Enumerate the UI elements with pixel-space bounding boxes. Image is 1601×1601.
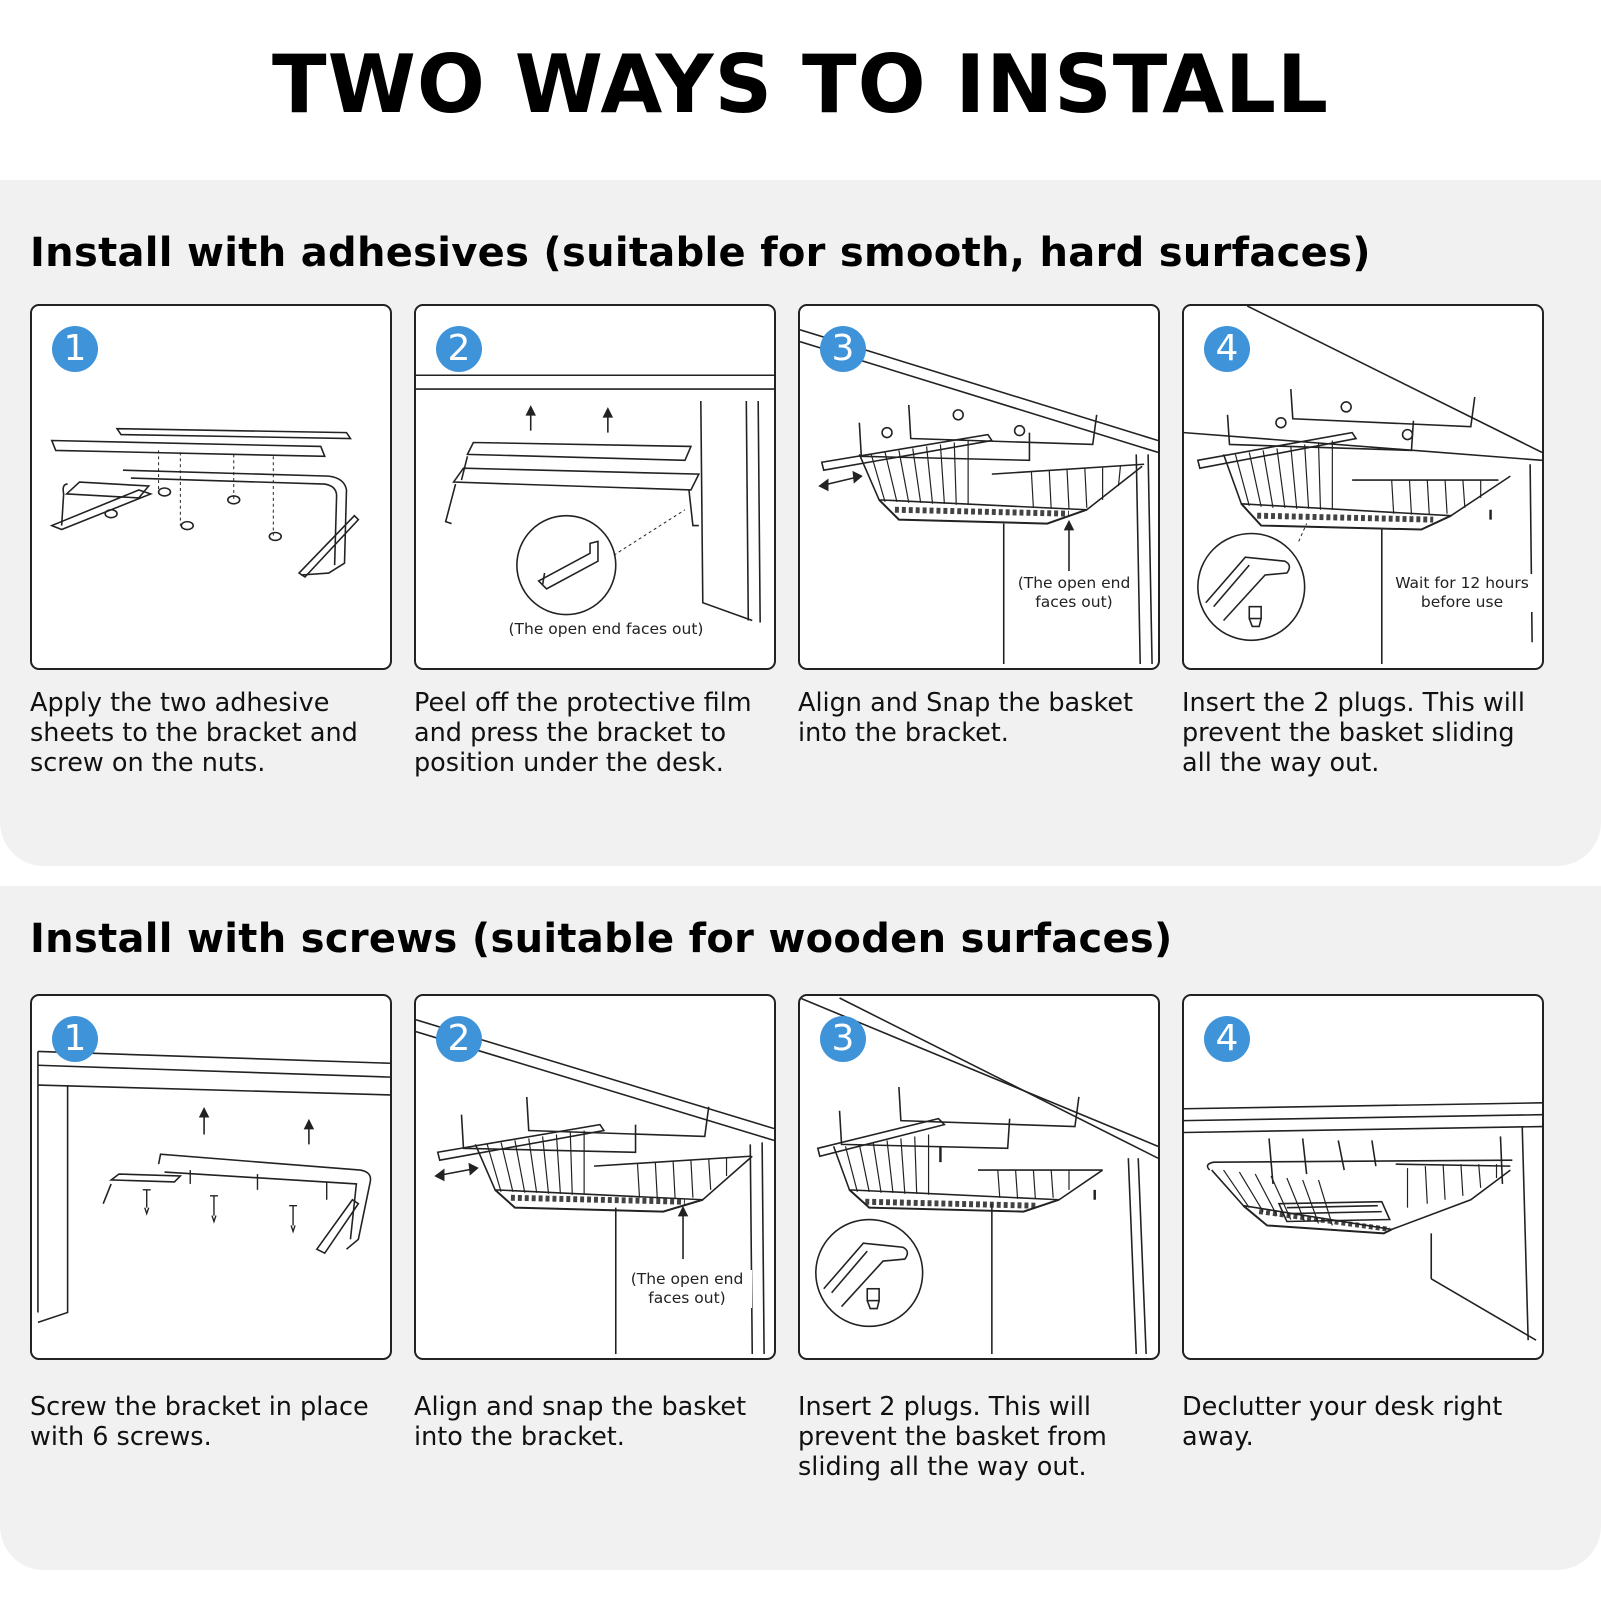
screws-step-2-caption: Align and snap the basket into the bracket. xyxy=(414,1392,747,1452)
screws-section xyxy=(0,886,1601,1570)
adhesive-step-1-caption: Apply the two adhesive sheets to the bracket and screw on the nuts. xyxy=(30,688,358,778)
screws-step-1-caption: Screw the bracket in place with 6 screws. xyxy=(30,1392,369,1452)
adhesive-step-4-caption: Insert the 2 plugs. This will prevent the basket sliding all the way out. xyxy=(1182,688,1525,778)
screws-heading: Install with screws (suitable for wooden surfaces) xyxy=(30,916,1173,962)
open-end-note: (The open end faces out) xyxy=(1012,574,1136,612)
step-number-badge: 2 xyxy=(436,326,482,372)
step-number-badge: 4 xyxy=(1204,326,1250,372)
screws-step-2-illustration xyxy=(414,994,776,1360)
screws-step-4-illustration xyxy=(1182,994,1544,1360)
step-number-badge: 1 xyxy=(52,1016,98,1062)
step-number-badge: 2 xyxy=(436,1016,482,1062)
open-end-note: (The open end faces out) xyxy=(476,620,736,639)
open-end-note: (The open end faces out) xyxy=(622,1270,752,1308)
adhesive-step-4-illustration xyxy=(1182,304,1544,670)
page-title: TWO WAYS TO INSTALL xyxy=(272,38,1329,131)
screws-step-1-illustration xyxy=(30,994,392,1360)
screws-step-3-illustration xyxy=(798,994,1160,1360)
step-number-badge: 3 xyxy=(820,1016,866,1062)
adhesive-step-2-caption: Peel off the protective film and press the bracket to position under the desk. xyxy=(414,688,752,778)
adhesive-heading: Install with adhesives (suitable for smooth, hard surfaces) xyxy=(30,230,1371,276)
adhesive-step-1-illustration xyxy=(30,304,392,670)
adhesive-step-3-illustration xyxy=(798,304,1160,670)
screws-step-4-caption: Declutter your desk right away. xyxy=(1182,1392,1503,1452)
step-number-badge: 3 xyxy=(820,326,866,372)
step-number-badge: 1 xyxy=(52,326,98,372)
adhesive-section xyxy=(0,180,1601,866)
wait-note: Wait for 12 hours before use xyxy=(1384,574,1540,612)
adhesive-step-2-illustration xyxy=(414,304,776,670)
step-number-badge: 4 xyxy=(1204,1016,1250,1062)
adhesive-step-3-caption: Align and Snap the basket into the bracket. xyxy=(798,688,1134,748)
screws-step-3-caption: Insert 2 plugs. This will prevent the basket from sliding all the way out. xyxy=(798,1392,1107,1482)
